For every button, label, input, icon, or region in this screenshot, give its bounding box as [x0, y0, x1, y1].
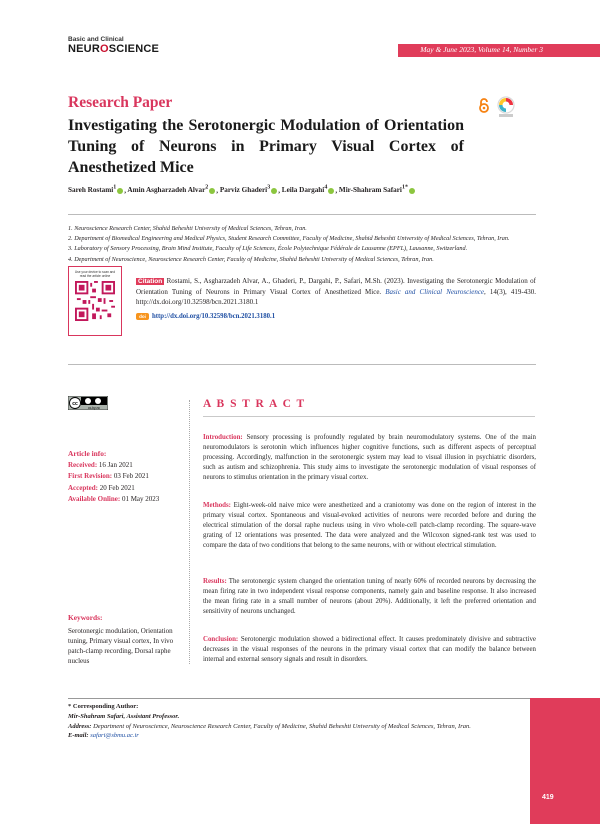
orcid-icon[interactable] [117, 188, 123, 194]
abstract-introduction: Introduction: Sensory processing is profoundly regulated by brain neuromodulatory systems. One of the main neuromodulators is serotonin which influences higher cognitive functions, such as different aspects of perceptual processing. Accordingly, malfunction in the serotonergic system may lead to visual illusion in psychiatric disorders, such as autism and schizophrenia. This study aims to investigate the serotonergic modulation of visual responses of neurons to stimulus orientation in the primary visual cortex. [203, 434, 536, 481]
author: Parviz Ghaderi$^3$ [219, 185, 271, 195]
abstract-methods: Methods: Eight-week-old naive mice were anesthetized and a craniotomy was done on the region of interest in the primary visual cortex. Spontaneous and visual-evoked activities of neurons were recorded before and during the electrical stimulation of the dorsal raphe nucleus using in vivo whole-cell patch-clamp recording. The square-wave grating of 12 orientations was presented. The data were analyzed and the Wilcoxon signed-rank test was used to compare the data of two conditions that belong to the same neurons, with or without electrical stimulation. [203, 502, 536, 549]
journal-logo-part-b: SCIENCE [108, 43, 160, 55]
qr-note: Use your device to scan and read the article online [74, 270, 116, 278]
issue-info: May & June 2023, Volume 14, Number 3 [420, 45, 543, 54]
cc-license-code: cc-by-nc [87, 406, 101, 410]
corresponding-address: Address: Department of Neuroscience, Neuroscience Research Center, Faculty of Medicine, Shahid Beheshti University of Medical Sciences, Tehran, Iran. [68, 722, 471, 730]
email-link[interactable]: safari@sbmu.ac.ir [88, 732, 139, 740]
abstract-results: Results: The serotonergic system changed the orientation tuning of nearly 60% of recorded neurons by decreasing the mean firing rate in two independent visual response components, namely gain and baseline response. It also increased the mean firing rate in a small number of neurons (about 20%). Additionally, it left the preferred orientation and sensitivity of neurons unchanged. [203, 578, 536, 615]
divider [68, 364, 536, 365]
qr-code-box [68, 266, 122, 336]
corresponding-author [68, 702, 538, 741]
citation-text: Rostami, S., Asgharzadeh Alvar, A., Ghaderi, P., Dargahi, P., Safari, M.Sh. (2023). Investigating the Serotonergic Modulation of Orientation Tuning of Neurons in Primary Visual Cortex of Anesthetized Mice. [136, 277, 536, 296]
doi-link[interactable]: http://dx.doi.org/10.32598/bcn.2021.3180.1 [152, 313, 276, 321]
journal-logo-subtitle: Basic and Clinical [68, 36, 124, 43]
divider [203, 416, 535, 417]
citation-label: Citation [138, 278, 163, 285]
cc-license-icon[interactable] [68, 396, 108, 410]
svg-text:cc: cc [72, 401, 78, 407]
page-number-bar [530, 698, 600, 824]
revision-date: First Revision: 03 Feb 2021 [68, 472, 149, 481]
article-title: Investigating the Serotonergic Modulation of Orientation Tuning of Neurons in Primary Visual Cortex of Anesthetized Mice [68, 117, 464, 176]
abstract-heading: A B S T R A C T [203, 398, 306, 410]
received-date: Received: 16 Jan 2021 [68, 460, 133, 469]
affiliation: 2. Department of Biomedical Engineering and Medical Physics, Student Research Committee, Faculty of Medicine, Shahid Beheshti University of Medical Sciences, Tehran, Iran. [68, 235, 510, 243]
keywords [68, 613, 180, 666]
affiliation: 4. Department of Neuroscience, Neuroscience Research Center, Faculty of Medicine, Shahid Beheshti University of Medical Sciences, Tehran, Iran. [68, 255, 434, 263]
affiliation: 1. Neuroscience Research Center, Shahid Beheshti University of Medical Sciences, Tehran, Iran. [68, 225, 307, 232]
doi-icon: doi [136, 313, 149, 320]
divider [68, 698, 536, 699]
column-divider [189, 400, 190, 664]
author: Leila Dargahi$^4$ [281, 185, 328, 195]
author: Amin Asgharzadeh Alvar$^2$ [127, 185, 209, 195]
paper-type: Research Paper [68, 94, 173, 111]
divider [68, 214, 536, 215]
corresponding-name: Mir-Shahram Safari, Assistant Professor. [68, 712, 180, 720]
author: Mir-Shahram Safari$^{1*}$ [338, 185, 408, 195]
journal-logo-o: O [99, 43, 109, 55]
qr-code-icon[interactable] [75, 281, 115, 321]
orcid-icon[interactable] [209, 188, 215, 194]
page-number: 419 [542, 794, 554, 801]
doi-row [136, 313, 275, 320]
online-date: Available Online: 01 May 2023 [68, 495, 160, 504]
author: Sareh Rostami$^1$ [68, 185, 117, 195]
orcid-icon[interactable] [409, 188, 415, 194]
orcid-icon[interactable] [328, 188, 334, 194]
author-list: Sareh Rostami$^1$ , Amin Asgharzadeh Alvar$^2$ , Parviz Ghaderi$^3$ , Leila Dargahi$^4$ , Mir-Shahram Safari$^{1*}$ [68, 185, 538, 194]
citation [136, 276, 536, 307]
accepted-date: Accepted: 20 Feb 2021 [68, 483, 135, 492]
open-access-icon [478, 98, 490, 113]
abstract-conclusion: Conclusion: Serotonergic modulation showed a bidirectional effect. It causes predominately divisive and subtractive decreases in the visual responses of the neurons in the primary visual cortex that can modify the balance between internal and external sensory signals and result in disorders. [203, 636, 536, 663]
corresponding-email: E-mail: safari@sbmu.ac.ir [68, 732, 139, 740]
article-info [68, 448, 159, 506]
affiliation: 3. Laboratory of Sensory Processing, Brain Mind Institute, Faculty of Life Sciences, École Polytechnique Fédérale de Lausanne (EPFL), Lausanne, Switzerland. [68, 245, 468, 253]
crossmark-icon[interactable] [496, 96, 516, 118]
article-info-heading: Article info: [68, 449, 107, 458]
keywords-text: Serotonergic modulation, Orientation tuning, Primary visual cortex, In vivo patch-clamp recording, Dorsal raphe nucleus [68, 627, 174, 665]
orcid-icon[interactable] [271, 188, 277, 194]
citation-journal[interactable]: Basic and Clinical Neuroscience [385, 288, 485, 296]
journal-logo [68, 43, 159, 55]
citation-rest: , 14(3), 419-430. http://dx.doi.org/10.32598/bcn.2021.3180.1 [136, 288, 536, 306]
issue-banner [398, 44, 600, 57]
affiliations [68, 224, 536, 265]
keywords-heading: Keywords: [68, 613, 103, 622]
journal-logo-part-a: NEUR [68, 43, 100, 55]
corresponding-label: * Corresponding Author: [68, 703, 139, 710]
